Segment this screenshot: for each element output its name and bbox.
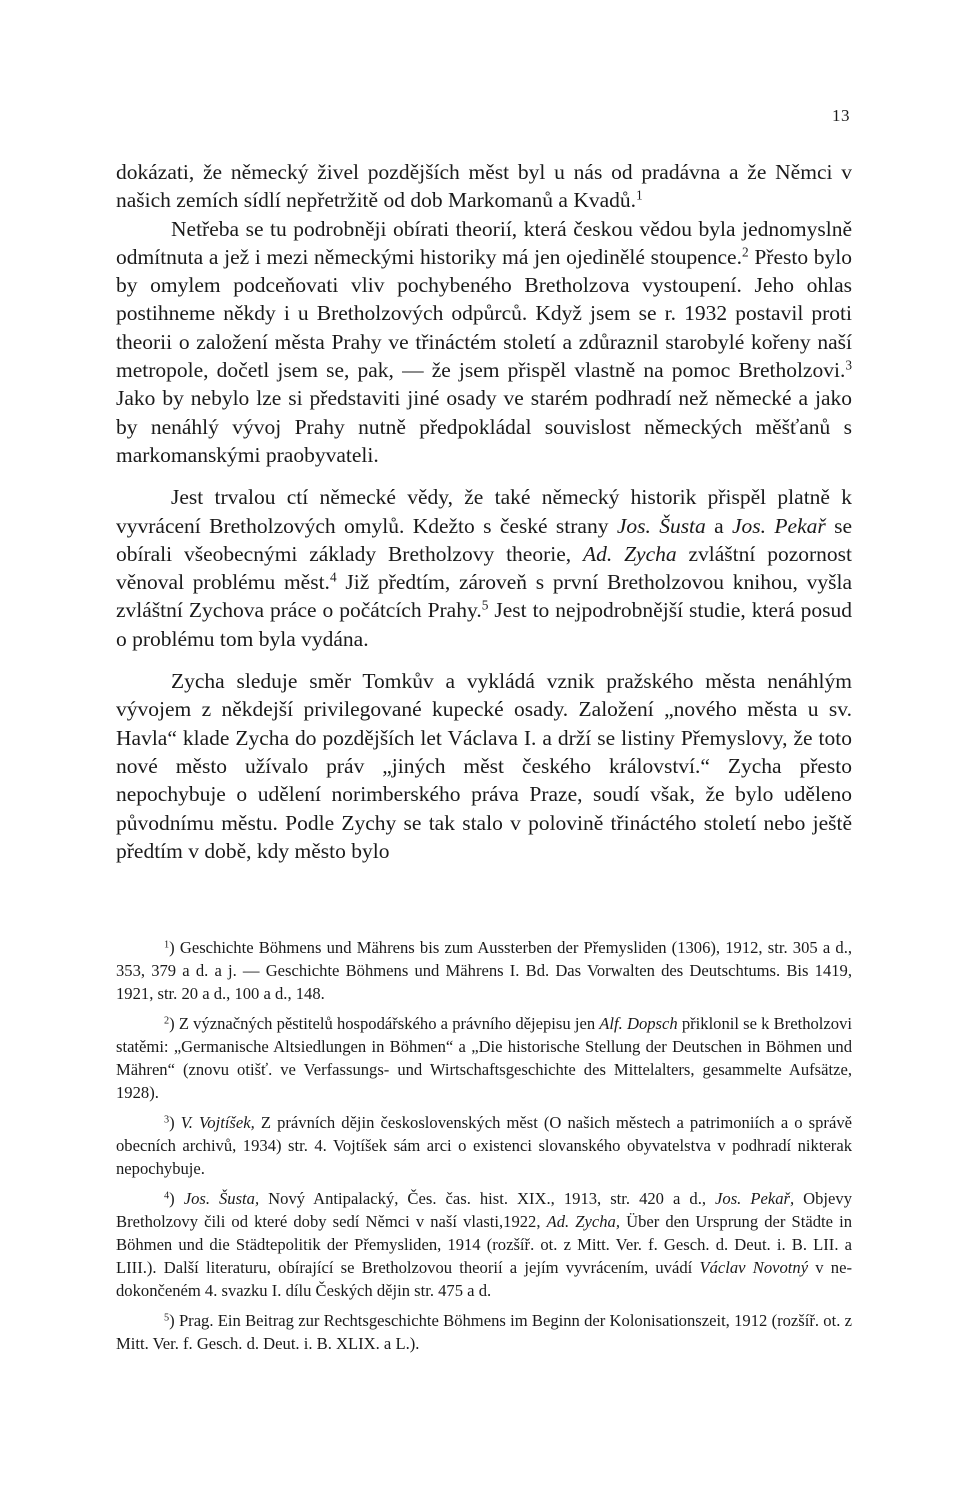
footnote-marker: 3 xyxy=(845,357,852,373)
footnote-marker: 4 xyxy=(329,569,337,585)
italic-name: Jos. Šusta xyxy=(616,513,706,538)
italic-name: V. Vojtíšek, xyxy=(180,1113,255,1132)
italic-name: Ad. Zycha xyxy=(582,541,677,566)
footnote-marker: 4 xyxy=(164,1190,170,1202)
footnote: $^3$) V. Vojtíšek, Z právních dějin československých měst (O našich městech a patrimoniích a o správě obecních archivů, 1934) str. 4. Vojtíšek sám arci o existenci slovanského obyvatelstva v podhradí nikterak nepochybuje. xyxy=(116,1113,852,1178)
footnotes xyxy=(116,936,852,1362)
footnote-marker: 2 xyxy=(164,1015,170,1027)
italic-name: Jos. Pekař xyxy=(732,513,826,538)
italic-name: Ad. Zycha, xyxy=(546,1212,620,1231)
footnote: $^4$) Jos. Šusta, Nový Antipalacký, Čes. čas. hist. XIX., 1913, str. 420 a d., Jos. Pekař, Objevy Bretholzovy čili od které doby sedí Němci v naší vlasti,1922, Ad. Zycha, Über den Ursprung der Städte in Böhmen und die Städtepolitik der Přemysliden, 1914 (rozšíř. ot. z Mitt. Ver. f. Gesch. d. Deut. i. B. LII. a LIII.). Další literaturu, obírající se Bretholzovou theorií a jejím vyvrácením, uvádí Václav Novotný v nedokončeném 4. svazku I. dílu Českých dějin str. 475 a d. xyxy=(116,1189,852,1300)
footnote-marker: 5 xyxy=(481,598,489,614)
footnote-marker: 5 xyxy=(164,1312,170,1324)
footnote-marker: 1 xyxy=(164,939,170,951)
footnote-marker: 3 xyxy=(164,1114,170,1126)
footnote: $^1$) Geschichte Böhmens und Mährens bis zum Aussterben der Přemysliden (1306), 1912, str. 305 a d., 353, 379 a d. a j. — Geschichte Böhmens und Mährens I. Bd. Das Vorwalten des Deutschtums. Bis 1419, 1921, str. 20 a d., 100 a d., 148. xyxy=(116,938,852,1003)
italic-name: Jos. Pekař, xyxy=(715,1189,795,1208)
paragraph: Jest trvalou ctí německé vědy, že také německý historik přispěl platně k vyvrácení Bretholzových omylů. Kdežto s české strany Jos. Šusta a Jos. Pekař se obírali všeobecnými základy Bretholzovy theorie, Ad. Zycha zvláštní pozornost věnoval problému měst.$^4$ Již předtím, zároveň s první Bretholzovou knihou, vyšla zvláštní Zychova práce o počátcích Prahy.$^5$ Jest to nejpodrobnější studie, která posud o problému tom byla vydána. xyxy=(116,485,853,651)
paragraph: Netřeba se tu podrobněji obírati theorií, která českou vědou byla jednomyslně odmítnuta a jež i mezi německými historiky má jen ojedinělé stoupence.$^2$ Přesto bylo by omylem podceňovati vliv pochybeného Bretholzova vystoupení. Jeho ohlas postihneme někdy i u Bretholzových odpůrců. Když jsem se r. 1932 postavil proti theorii o založení města Prahy ve třináctém století a zdůraznil starobylé kořeny naší metropole, dočetl jsem se, pak, — že jsem přispěl vlastně na pomoc Bretholzovi.$^3$ Jako by nebylo lze si představiti jiné osady ve starém podhradí než německé a jako by nenáhlý vývoj Prahy nutně předpokládal souvislost německých měšťanů s markomanskými praobyvateli. xyxy=(116,216,852,467)
footnote-marker: 2 xyxy=(741,244,749,260)
footnote-marker: 1 xyxy=(636,187,643,203)
footnote: $^2$) Z význačných pěstitelů hospodářského a právního dějepisu jen Alf. Dopsch přiklonil se k Bretholzovi statěmi: „Germanische Altsiedlungen in Böhmen“ a „Die historische Stellung der Deutschen in Böhmen und Mähren“ (znovu otišť. ve Verfassungs- und Wirtschaftsgeschichte des Mittelalters, gesammelte Aufsätze, 1928). xyxy=(116,1014,852,1102)
footnote: $^5$) Prag. Ein Beitrag zur Rechtsgeschichte Böhmens im Beginn der Kolonisationszeit, 1912 (rozšíř. ot. z Mitt. Ver. f. Gesch. d. Deut. i. B. XLIX. a L.). xyxy=(116,1311,852,1353)
italic-name: Jos. Šusta, xyxy=(183,1189,260,1208)
page-number: 13 xyxy=(832,106,850,125)
paragraph: Zycha sleduje směr Tomkův a vykládá vznik pražského města nenáhlým vývojem z někdejší privilegované kupecké osady. Založení „nového města u sv. Havla“ klade Zycha do pozdějších let Václava I. a drží se listiny Přemyslovy, že toto nové město užívalo práv „jiných měst českého království.“ Zycha přesto nepochybuje o udělení norimberského práva Praze, soudí však, že bylo uděleno původnímu městu. Podle Zychy se tak stalo v polovině třináctého století nebo ještě předtím v době, kdy město bylo xyxy=(116,669,852,863)
main-text xyxy=(116,158,852,865)
italic-name: Alf. Dopsch xyxy=(599,1014,678,1033)
italic-name: Václav Novotný xyxy=(699,1258,809,1277)
paragraph: dokázati, že německý živel pozdějších měst byl u nás od pradávna a že Němci v našich zemích sídlí nepřetržitě od dob Markomanů a Kvadů.$^1$ xyxy=(116,160,852,213)
